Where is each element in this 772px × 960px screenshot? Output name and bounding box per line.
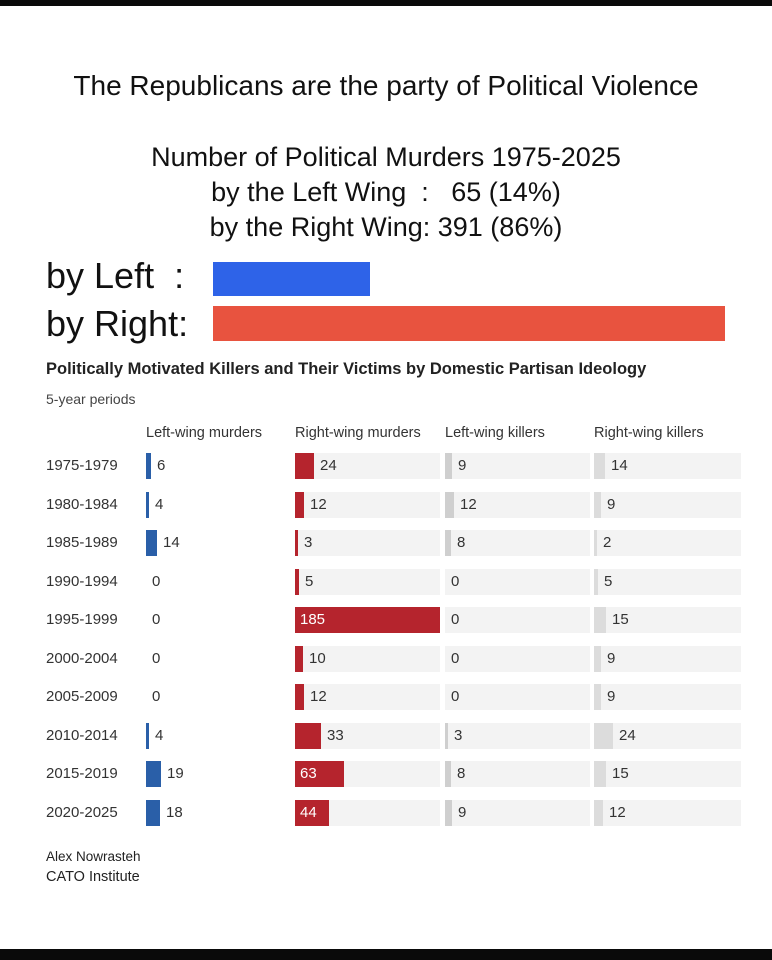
data-bar [445, 453, 452, 479]
data-bar [295, 684, 304, 710]
cell-background [594, 569, 741, 595]
data-bar [594, 684, 601, 710]
cell-background [295, 569, 440, 595]
data-value-label: 12 [609, 803, 626, 821]
cell-background [594, 530, 741, 556]
data-value-label: 5 [604, 572, 613, 590]
column-header: Left-wing murders [146, 425, 263, 441]
data-value-label: 0 [152, 572, 161, 590]
cell-background [445, 569, 590, 595]
data-bar [445, 800, 452, 826]
row-label: 1975-1979 [46, 457, 118, 474]
chart-title: Politically Motivated Killers and Their Victims by Domestic Partisan Ideology [46, 360, 647, 378]
data-bar [295, 492, 304, 518]
cell-background [445, 761, 590, 787]
cell-background [594, 684, 741, 710]
data-bar [295, 569, 299, 595]
data-value-label: 0 [451, 611, 460, 628]
data-value-label: 9 [607, 495, 616, 513]
data-value-label: 0 [451, 572, 460, 590]
right-comparison-label: by Right: [46, 303, 189, 344]
data-value-label: 14 [163, 534, 180, 551]
data-value-label: 185 [300, 611, 326, 628]
column-header: Left-wing killers [445, 425, 545, 441]
row-label: 2000-2004 [46, 649, 118, 667]
row-label: 1985-1989 [46, 534, 118, 551]
cell-background [445, 453, 590, 479]
cell-background [295, 453, 440, 479]
right-comparison-bar [213, 306, 725, 341]
summary-line-right: by the Right Wing: 391 (86%) [209, 212, 563, 242]
data-bar [594, 800, 603, 826]
data-bar [146, 800, 160, 826]
data-value-label: 15 [612, 765, 629, 782]
data-value-label: 8 [457, 765, 466, 782]
row-label: 2020-2025 [46, 803, 118, 821]
data-bar [146, 453, 151, 479]
data-bar [295, 723, 321, 749]
data-bar [594, 453, 605, 479]
data-bar [445, 723, 448, 749]
left-comparison-bar [213, 262, 370, 296]
cell-background [445, 684, 590, 710]
bottom-border [0, 949, 772, 960]
data-value-label: 12 [310, 688, 327, 705]
data-value-label: 15 [612, 611, 629, 628]
cell-background [445, 800, 590, 826]
data-value-label: 44 [300, 803, 317, 821]
cell-background [594, 723, 741, 749]
data-value-label: 9 [458, 803, 467, 821]
data-value-label: 9 [607, 649, 616, 667]
summary-line-left: by the Left Wing : 65 (14%) [211, 177, 561, 207]
data-value-label: 14 [611, 457, 628, 474]
data-value-label: 3 [304, 534, 313, 551]
data-bar [146, 530, 157, 556]
row-label: 1995-1999 [46, 611, 118, 628]
data-bar [445, 761, 451, 787]
data-bar [146, 723, 149, 749]
data-value-label: 9 [607, 688, 616, 705]
data-value-label: 10 [309, 649, 326, 667]
column-header: Right-wing killers [594, 425, 704, 441]
cell-background [445, 530, 590, 556]
data-bar [295, 453, 314, 479]
data-value-label: 4 [155, 726, 164, 744]
column-header: Right-wing murders [295, 425, 421, 441]
top-border [0, 0, 772, 6]
data-value-label: 0 [152, 649, 161, 667]
data-bar [594, 607, 606, 633]
data-value-label: 9 [458, 457, 467, 474]
cell-background [594, 492, 741, 518]
data-bar [594, 723, 613, 749]
data-value-label: 0 [451, 688, 460, 705]
data-bar [146, 492, 149, 518]
cell-background [445, 607, 590, 633]
data-bar [594, 569, 598, 595]
cell-background [445, 723, 590, 749]
data-bar [594, 761, 606, 787]
data-value-label: 24 [619, 726, 636, 744]
data-value-label: 33 [327, 726, 344, 744]
data-value-label: 3 [454, 726, 463, 744]
data-value-label: 0 [152, 611, 161, 628]
cell-background [594, 646, 741, 672]
data-value-label: 5 [305, 572, 314, 590]
author-credit: Alex Nowrasteh [46, 849, 141, 864]
headline: The Republicans are the party of Political Violence [73, 70, 699, 101]
data-bar [146, 761, 161, 787]
chart-subtitle: 5-year periods [46, 391, 136, 407]
data-value-label: 0 [152, 688, 161, 705]
data-bar [594, 646, 601, 672]
data-value-label: 6 [157, 457, 166, 474]
org-credit: CATO Institute [46, 869, 140, 885]
data-bar [445, 492, 454, 518]
row-label: 2010-2014 [46, 726, 118, 744]
data-value-label: 4 [155, 495, 164, 513]
data-value-label: 18 [166, 803, 183, 821]
data-value-label: 12 [310, 495, 327, 513]
data-bar [594, 530, 597, 556]
data-value-label: 12 [460, 495, 477, 513]
row-label: 1990-1994 [46, 572, 118, 590]
row-label: 2005-2009 [46, 688, 118, 705]
left-comparison-label: by Left : [46, 255, 185, 296]
data-value-label: 24 [320, 457, 337, 474]
row-label: 1980-1984 [46, 495, 118, 513]
cell-background [445, 646, 590, 672]
row-label: 2015-2019 [46, 765, 118, 782]
data-bar [295, 530, 298, 556]
data-value-label: 63 [300, 765, 317, 782]
data-value-label: 0 [451, 649, 460, 667]
data-value-label: 19 [167, 765, 184, 782]
data-bar [295, 646, 303, 672]
cell-background [295, 530, 440, 556]
data-value-label: 2 [603, 534, 612, 551]
data-value-label: 8 [457, 534, 466, 551]
data-bar [594, 492, 601, 518]
summary-line-1: Number of Political Murders 1975-2025 [151, 142, 621, 172]
data-bar [445, 530, 451, 556]
